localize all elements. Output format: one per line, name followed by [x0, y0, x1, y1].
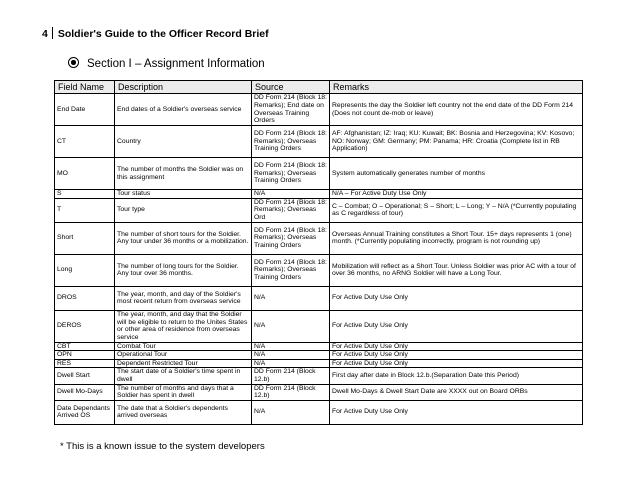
cell-field: MO	[55, 158, 115, 190]
cell-field: DROS	[55, 286, 115, 310]
cell-remarks: For Active Duty Use Only	[330, 400, 583, 424]
table-row	[55, 94, 583, 126]
cell-source: N/A	[252, 342, 330, 351]
cell-source: DD Form 214 (Block 18: Remarks); Overseas Training Orders	[252, 158, 330, 190]
cell-remarks: C – Combat; O – Operational; S – Short; L – Long; Y – N/A (*Currently populating as C regardless of tour)	[330, 198, 583, 222]
cell-description: The number of short tours for the Soldier. Any tour under 36 months or a mobilization.	[115, 222, 252, 254]
cell-remarks: For Active Duty Use Only	[330, 310, 583, 342]
table-row	[55, 198, 583, 222]
table-row	[55, 368, 583, 384]
cell-description: The year, month, and day of the Soldier's most recent return from overseas service	[115, 286, 252, 310]
cell-remarks: For Active Duty Use Only	[330, 286, 583, 310]
footnote: * This is a known issue to the system developers	[60, 441, 265, 452]
cell-source: DD Form 214 (Block 12.b)	[252, 384, 330, 400]
table-row	[55, 351, 583, 360]
column-header-remarks: Remarks	[330, 81, 583, 94]
cell-source: DD Form 214 (Block 18: Remarks); Overseas Ord	[252, 198, 330, 222]
cell-source: N/A	[252, 286, 330, 310]
page-header	[42, 27, 269, 40]
cell-field: S	[55, 190, 115, 199]
table-header-row	[55, 81, 583, 94]
column-header-field-name: Field Name	[55, 81, 115, 94]
cell-field: Date Dependants Arrived OS	[55, 400, 115, 424]
column-header-source: Source	[252, 81, 330, 94]
cell-description: The number of long tours for the Soldier. Any tour over 36 months.	[115, 254, 252, 286]
cell-field: Long	[55, 254, 115, 286]
table-row	[55, 359, 583, 368]
cell-source: N/A	[252, 400, 330, 424]
cell-source: N/A	[252, 310, 330, 342]
table-row	[55, 190, 583, 199]
cell-field: Dwell Start	[55, 368, 115, 384]
cell-field: T	[55, 198, 115, 222]
cell-source: DD Form 214 (Block 18: Remarks); End date on Overseas Training Orders	[252, 94, 330, 126]
cell-field: DEROS	[55, 310, 115, 342]
cell-description: Tour type	[115, 198, 252, 222]
cell-remarks: For Active Duty Use Only	[330, 342, 583, 351]
cell-description: Combat Tour	[115, 342, 252, 351]
cell-field: CBT	[55, 342, 115, 351]
document-title: Soldier's Guide to the Officer Record Brief	[57, 28, 269, 40]
cell-remarks: First day after date in Block 12.b.(Separation Date this Period)	[330, 368, 583, 384]
cell-description: The date that a Soldier's dependents arrived overseas	[115, 400, 252, 424]
cell-description: The start date of a Soldier's time spent in dwell	[115, 368, 252, 384]
cell-remarks: For Active Duty Use Only	[330, 351, 583, 360]
cell-remarks: Represents the day the Soldier left country not the end date of the DD Form 214 (Does not count de-mob or leave)	[330, 94, 583, 126]
cell-field: Dwell Mo-Days	[55, 384, 115, 400]
assignment-info-table	[54, 80, 583, 425]
cell-remarks: N/A – For Active Duty Use Only	[330, 190, 583, 199]
column-header-description: Description	[115, 81, 252, 94]
table-row	[55, 342, 583, 351]
cell-remarks: Mobilization will reflect as a Short Tour. Unless Soldier was prior AC with a tour of over 36 months, no ARNG Soldier will have a Long Tour.	[330, 254, 583, 286]
cell-source: DD Form 214 (Block 18: Remarks); Overseas Training Orders	[252, 254, 330, 286]
cell-source: DD Form 214 (Block 12.b)	[252, 368, 330, 384]
cell-source: N/A	[252, 190, 330, 199]
section-title: Section I – Assignment Information	[87, 58, 265, 70]
cell-field: CT	[55, 126, 115, 158]
cell-field: Short	[55, 222, 115, 254]
cell-source: DD Form 214 (Block 18: Remarks); Overseas Training Orders	[252, 126, 330, 158]
cell-description: The year, month, and day that the Soldier will be eligible to return to the Unites States or other area of residence from overseas service	[115, 310, 252, 342]
header-divider	[52, 27, 53, 39]
table-row	[55, 222, 583, 254]
table-row	[55, 310, 583, 342]
cell-description: Country	[115, 126, 252, 158]
cell-description: The number of months and days that a Soldier has spent in dwell	[115, 384, 252, 400]
cell-remarks: Overseas Annual Training constitutes a Short Tour. 15+ days represents 1 (one) month. (*Currently populating incorrectly, program is not rounding up)	[330, 222, 583, 254]
table-row	[55, 286, 583, 310]
cell-description: End dates of a Soldier's overseas service	[115, 94, 252, 126]
table-row	[55, 158, 583, 190]
cell-field: RES	[55, 359, 115, 368]
cell-field: End Date	[55, 94, 115, 126]
cell-description: Tour status	[115, 190, 252, 199]
cell-remarks: For Active Duty Use Only	[330, 359, 583, 368]
table-row	[55, 126, 583, 158]
cell-source: DD Form 214 (Block 18: Remarks); Overseas Training Orders	[252, 222, 330, 254]
section-heading	[68, 57, 265, 70]
table-row	[55, 400, 583, 424]
cell-remarks: Dwell Mo-Days & Dwell Start Date are XXXX out on Board ORBs	[330, 384, 583, 400]
table-row	[55, 254, 583, 286]
cell-description: Dependent Restricted Tour	[115, 359, 252, 368]
cell-field: OPN	[55, 351, 115, 360]
radio-bullet-icon	[68, 57, 79, 68]
cell-source: N/A	[252, 359, 330, 368]
table-row	[55, 384, 583, 400]
cell-source: N/A	[252, 351, 330, 360]
page-number: 4	[42, 28, 48, 40]
cell-remarks: System automatically generates number of months	[330, 158, 583, 190]
cell-remarks: AF: Afghanistan; IZ: Iraq; KU: Kuwait; BK: Bosnia and Herzegovina; KV: Kosovo; NO: Norway; GM: Germany; PM: Panama; HR: Croatia (Complete list in RB Application)	[330, 126, 583, 158]
cell-description: The number of months the Soldier was on this assignment	[115, 158, 252, 190]
cell-description: Operational Tour	[115, 351, 252, 360]
